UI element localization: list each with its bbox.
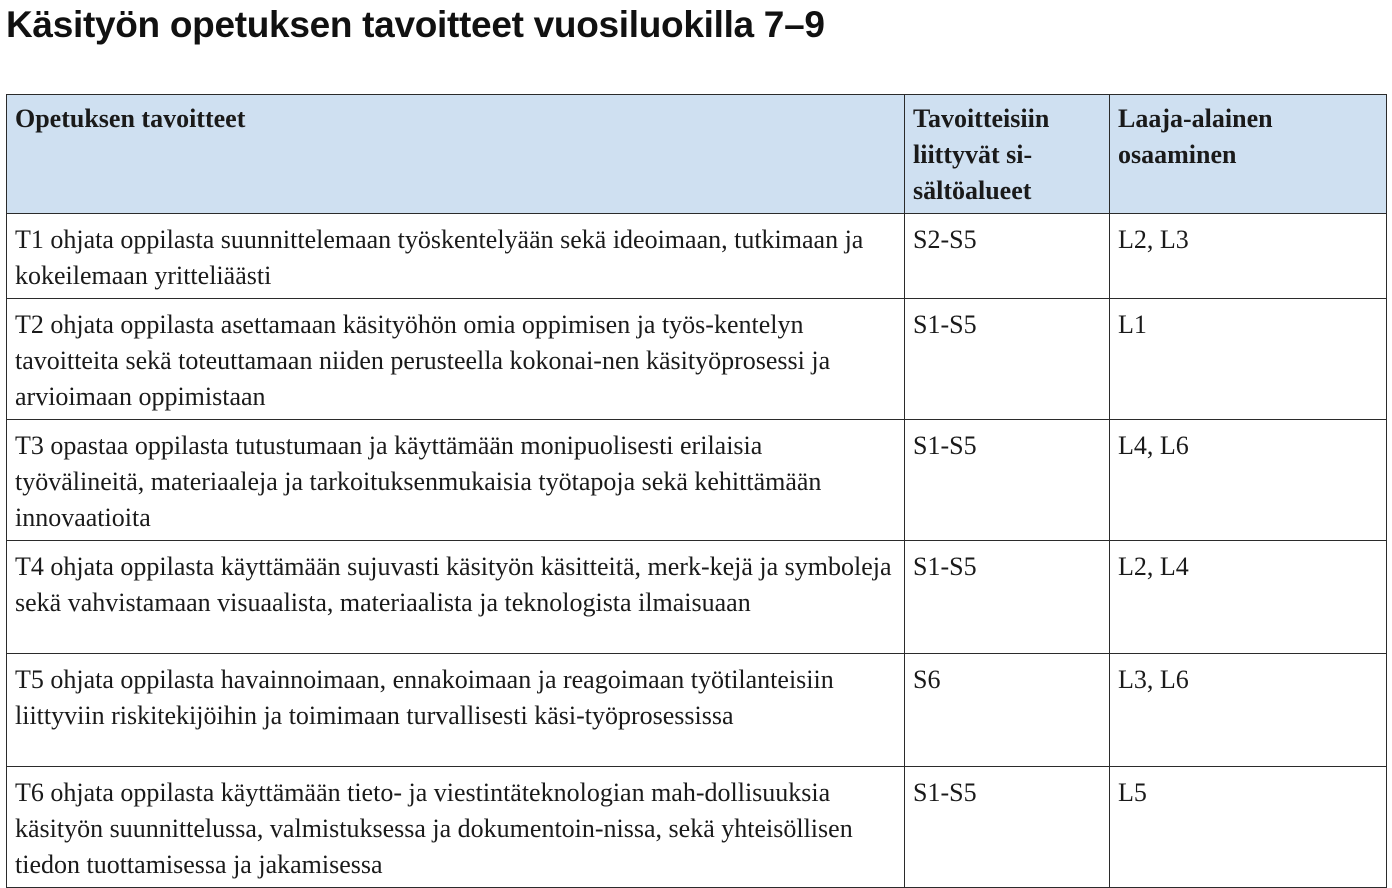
competence-cell: L4, L6 (1110, 420, 1387, 541)
goals-table (6, 94, 1387, 888)
competence-cell: L3, L6 (1110, 654, 1387, 767)
table-row (7, 214, 1387, 299)
table-row (7, 420, 1387, 541)
page-title: Käsityön opetuksen tavoitteet vuosiluokilla 7–9 (6, 4, 825, 45)
content-areas-cell: S1-S5 (905, 541, 1110, 654)
competence-cell: L1 (1110, 299, 1387, 420)
goal-cell: T2 ohjata oppilasta asettamaan käsityöhön omia oppimisen ja työs-kentelyn tavoitteita sekä toteuttamaan niiden perusteella kokonai-nen käsityöprosessi ja arvioimaan oppimistaan (7, 299, 905, 420)
goal-cell: T3 opastaa oppilasta tutustumaan ja käyttämään monipuolisesti erilaisia työvälineitä, materiaaleja ja tarkoituksenmukaisia työtapoja sekä kehittämään innovaatioita (7, 420, 905, 541)
header-goal: Opetuksen tavoitteet (7, 95, 905, 214)
content-areas-cell: S1-S5 (905, 767, 1110, 888)
header-content-areas: Tavoitteisiin liittyvät si-sältöalueet (905, 95, 1110, 214)
table-header-row (7, 95, 1387, 214)
table-row (7, 654, 1387, 767)
goal-cell: T5 ohjata oppilasta havainnoimaan, ennakoimaan ja reagoimaan työtilanteisiin liittyviin riskitekijöihin ja toimimaan turvallisesti käsi-työprosessissa (7, 654, 905, 767)
content-areas-cell: S2-S5 (905, 214, 1110, 299)
table-row (7, 299, 1387, 420)
table-row (7, 541, 1387, 654)
goal-cell: T1 ohjata oppilasta suunnittelemaan työskentelyään sekä ideoimaan, tutkimaan ja kokeilemaan yritteliäästi (7, 214, 905, 299)
content-areas-cell: S1-S5 (905, 299, 1110, 420)
content-areas-cell: S6 (905, 654, 1110, 767)
competence-cell: L2, L3 (1110, 214, 1387, 299)
header-competence: Laaja-alainen osaaminen (1110, 95, 1387, 214)
goal-cell: T4 ohjata oppilasta käyttämään sujuvasti käsityön käsitteitä, merk-kejä ja symboleja sekä vahvistamaan visuaalista, materiaalista ja teknologista ilmaisuaan (7, 541, 905, 654)
table-row (7, 767, 1387, 888)
content-areas-cell: S1-S5 (905, 420, 1110, 541)
competence-cell: L2, L4 (1110, 541, 1387, 654)
competence-cell: L5 (1110, 767, 1387, 888)
goal-cell: T6 ohjata oppilasta käyttämään tieto- ja viestintäteknologian mah-dollisuuksia käsityön suunnittelussa, valmistuksessa ja dokumentoin-nissa, sekä yhteisöllisen tiedon tuottamisessa ja jakamisessa (7, 767, 905, 888)
